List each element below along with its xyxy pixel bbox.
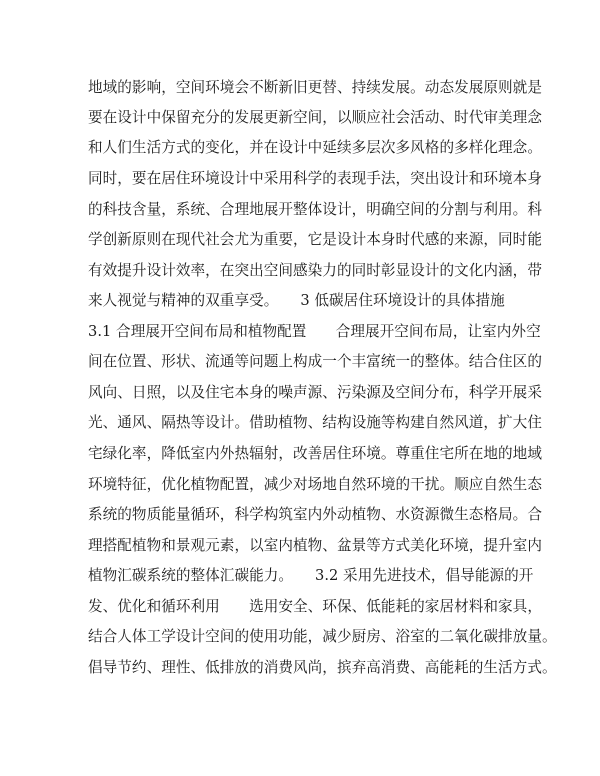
text-line: 理搭配植物和景观元素，以室内植物、盆景等方式美化环境，提升室内 [88, 537, 542, 554]
text-line: 结合人体工学设计空间的使用功能，减少厨房、浴室的二氧化碳排放量。 [88, 628, 557, 645]
text-line: 光、通风、隔热等设计。借助植物、结构设施等构建自然风道，扩大住 [88, 414, 542, 431]
text-line: 要在设计中保留充分的发展更新空间，以顺应社会活动、时代审美理念 [88, 109, 542, 126]
text-line: 来人视觉与精神的双重享受。 3 低碳居住环境设计的具体措施 [88, 292, 505, 309]
text-line: 植物汇碳系统的整体汇碳能力。 3.2 采用先进技术，倡导能源的开 [88, 567, 534, 584]
text-line: 3.1 合理展开空间布局和植物配置 合理展开空间布局，让室内外空 [88, 323, 541, 340]
text-line: 风向、日照，以及住宅本身的噪声源、污染源及空间分布，科学开展采 [88, 384, 542, 401]
text-line: 宅绿化率，降低室内外热辐射，改善居住环境。尊重住宅所在地的地域 [88, 445, 542, 462]
text-line: 和人们生活方式的变化，并在设计中延续多层次多风格的多样化理念。 [88, 139, 542, 156]
text-line: 的科技含量，系统、合理地展开整体设计，明确空间的分割与利用。科 [88, 201, 542, 218]
text-line: 发、优化和循环利用 选用安全、环保、低能耗的家居材料和家具， [88, 598, 542, 615]
text-line: 同时，要在居住环境设计中采用科学的表现手法，突出设计和环境本身 [88, 170, 542, 187]
text-line: 系统的物质能量循环，科学构筑室内外动植物、水资源微生态格局。合 [88, 506, 542, 523]
text-line: 间在位置、形状、流通等问题上构成一个丰富统一的整体。结合住区的 [88, 353, 542, 370]
text-line: 学创新原则在现代社会尤为重要，它是设计本身时代感的来源，同时能 [88, 231, 542, 248]
text-line: 倡导节约、理性、低排放的消费风尚，摈弃高消费、高能耗的生活方式。 [88, 659, 557, 676]
text-line: 地域的影响，空间环境会不断新旧更替、持续发展。动态发展原则就是 [88, 79, 542, 96]
text-line: 有效提升设计效率，在突出空间感染力的同时彰显设计的文化内涵，带 [88, 262, 542, 279]
text-line: 环境特征，优化植物配置，减少对场地自然环境的干扰。顺应自然生态 [88, 476, 542, 493]
